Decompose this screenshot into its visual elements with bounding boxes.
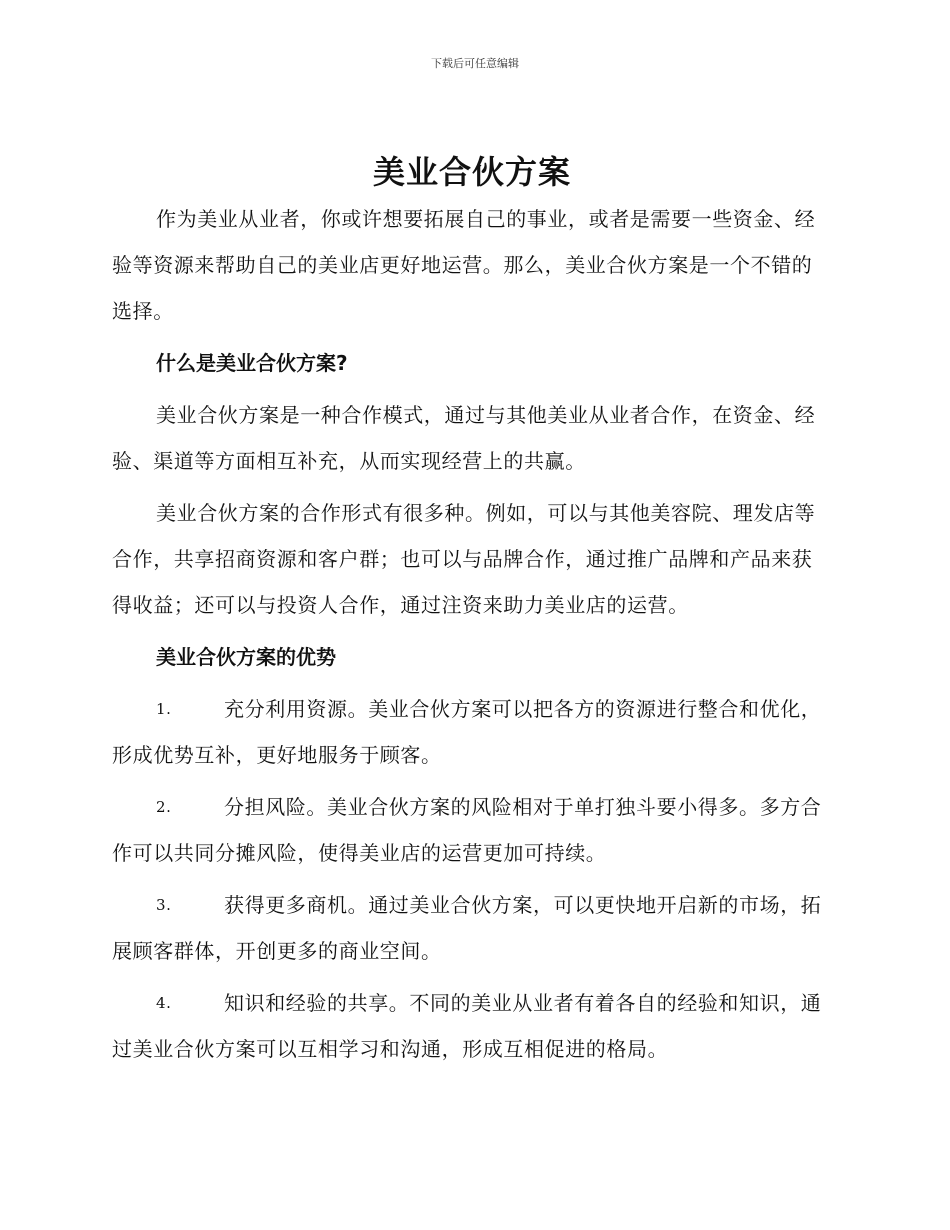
list-item: [112, 784, 832, 876]
list-item: [112, 980, 832, 1072]
list-item-text: 知识和经验的共享。不同的美业从业者有着各自的经验和知识，通过美业合伙方案可以互相学习和沟通，形成互相促进的格局。: [112, 991, 822, 1061]
list-item-text: 充分利用资源。美业合伙方案可以把各方的资源进行整合和优化，形成优势互补，更好地服务于顾客。: [112, 697, 822, 767]
list-item: [112, 686, 832, 778]
page-title: 美业合伙方案: [372, 153, 571, 191]
list-item-text: 获得更多商机。通过美业合伙方案，可以更快地开启新的市场，拓展顾客群体，开创更多的商业空间。: [112, 893, 822, 963]
document-body: [112, 150, 832, 1078]
list-number: 1.: [156, 700, 172, 718]
header-note: 下载后可任意编辑: [431, 57, 519, 70]
list-item-text: 分担风险。美业合伙方案的风险相对于单打独斗要小得多。多方合作可以共同分摊风险，使得美业店的运营更加可持续。: [112, 795, 822, 865]
body-paragraph: 美业合伙方案的合作形式有很多种。例如，可以与其他美容院、理发店等合作，共享招商资源和客户群；也可以与品牌合作，通过推广品牌和产品来获得收益；还可以与投资人合作，通过注资来助力美业店的运营。: [112, 501, 816, 617]
intro-paragraph: 作为美业从业者，你或许想要拓展自己的事业，或者是需要一些资金、经验等资源来帮助自己的美业店更好地运营。那么，美业合伙方案是一个不错的选择。: [112, 207, 816, 323]
list-number: 4.: [156, 994, 172, 1012]
list-item: [112, 882, 832, 974]
section-heading-advantages: 美业合伙方案的优势: [156, 645, 336, 669]
list-number: 3.: [156, 896, 172, 914]
section-heading-what-is: 什么是美业合伙方案?: [156, 351, 348, 375]
body-paragraph: 美业合伙方案是一种合作模式，通过与其他美业从业者合作，在资金、经验、渠道等方面相互补充，从而实现经营上的共赢。: [112, 403, 816, 473]
list-number: 2.: [156, 798, 172, 816]
